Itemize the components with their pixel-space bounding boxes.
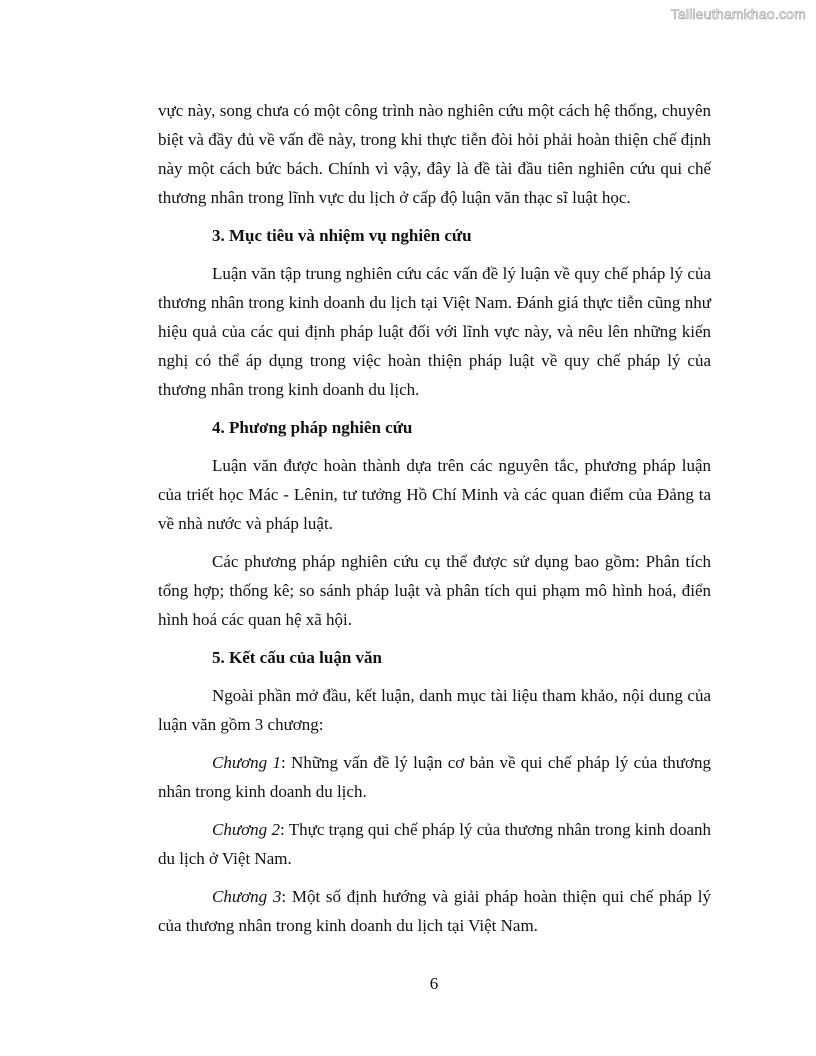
document-body <box>158 96 711 949</box>
paragraph-objectives: Luận văn tập trung nghiên cứu các vấn đề lý luận về quy chế pháp lý của thương nhân trong kinh doanh du lịch tại Việt Nam. Đánh giá thực tiễn cũng như hiệu quả của các qui định pháp luật đối với lĩnh vực này, và nêu lên những kiến nghị có thể áp dụng trong việc hoàn thiện pháp luật về quy chế pháp lý của thương nhân trong kinh doanh du lịch. <box>158 264 711 399</box>
chapter-1-item <box>158 748 711 806</box>
paragraph-methods: Các phương pháp nghiên cứu cụ thể được sử dụng bao gồm: Phân tích tổng hợp; thống kê; so sánh pháp luật và phân tích qui phạm mô hình hoá, điển hình hoá các quan hệ xã hội. <box>158 552 711 629</box>
heading-section-4: 4. Phương pháp nghiên cứu <box>212 418 413 437</box>
paragraph-structure: Ngoài phần mở đầu, kết luận, danh mục tài liệu tham khảo, nội dung của luận văn gồm 3 chương: <box>158 686 711 734</box>
chapter-3-item <box>158 882 711 940</box>
chapter-1-text: : Những vấn đề lý luận cơ bản về qui chế pháp lý của thương nhân trong kinh doanh du lịch. <box>158 753 712 801</box>
chapter-3-label: Chương 3 <box>212 887 282 906</box>
watermark: Tailieuthamkhao.com <box>670 6 806 22</box>
heading-section-3: 3. Mục tiêu và nhiệm vụ nghiên cứu <box>212 226 472 245</box>
chapter-2-label: Chương 2 <box>212 820 280 839</box>
chapter-3-text: : Một số định hướng và giải pháp hoàn thiện qui chế pháp lý của thương nhân trong kinh doanh du lịch tại Việt Nam. <box>158 887 711 935</box>
chapter-2-text: : Thực trạng qui chế pháp lý của thương nhân trong kinh doanh du lịch ở Việt Nam. <box>158 820 711 868</box>
chapter-1-label: Chương 1 <box>212 753 282 772</box>
page-number: 6 <box>429 974 439 993</box>
paragraph-methodology: Luận văn được hoàn thành dựa trên các nguyên tắc, phương pháp luận của triết học Mác - Lênin, tư tưởng Hồ Chí Minh và các quan điểm của Đảng ta về nhà nước và pháp luật. <box>158 456 711 533</box>
paragraph-intro-continuation: vực này, song chưa có một công trình nào nghiên cứu một cách hệ thống, chuyên biệt và đầy đủ về vấn đề này, trong khi thực tiễn đòi hỏi phải hoàn thiện chế định này một cách bức bách. Chính vì vậy, đây là đề tài đầu tiên nghiên cứu qui chế thương nhân trong lĩnh vực du lịch ở cấp độ luận văn thạc sĩ luật học. <box>158 101 711 207</box>
chapter-2-item <box>158 815 711 873</box>
heading-section-5: 5. Kết cấu của luận văn <box>212 648 383 667</box>
